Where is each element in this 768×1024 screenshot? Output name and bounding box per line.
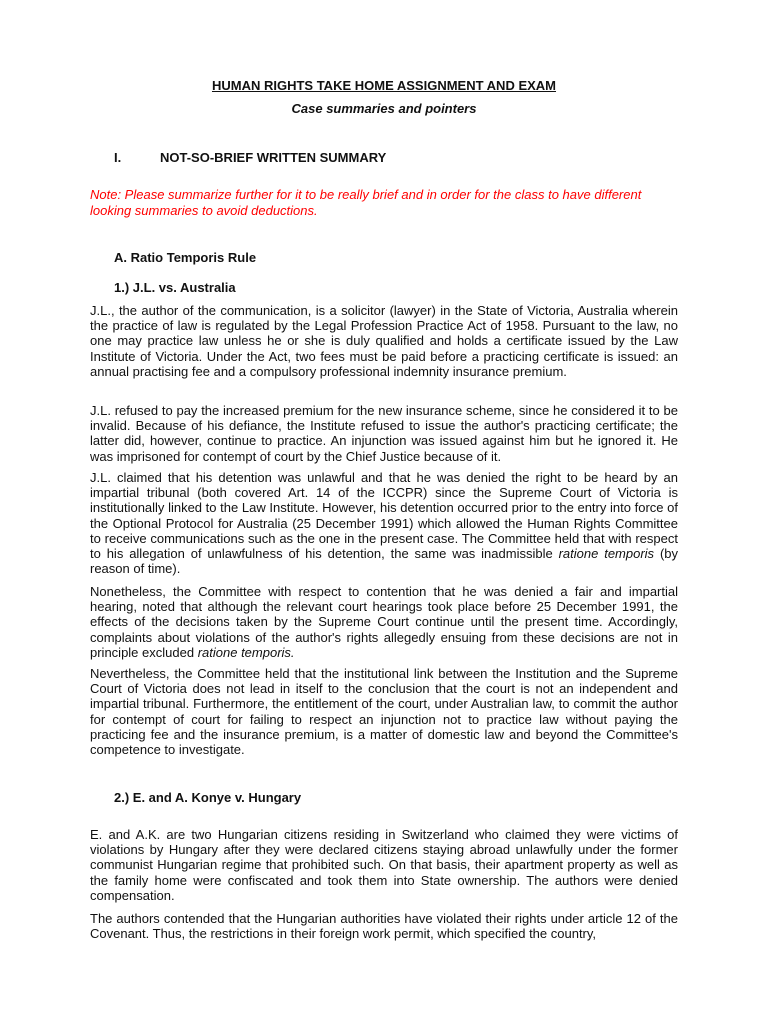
case-2-heading: 2.) E. and A. Konye v. Hungary — [114, 790, 302, 805]
case-1-paragraph-2: J.L. refused to pay the increased premium for the new insurance scheme, since he considered it to be invalid. Because of his defiance, the Institute refused to issue the author's practicing certificate; the latter did, however, continue to practice. An injunction was issued against him but he ignored it. He was imprisoned for contempt of court by the Chief Justice because of it. — [90, 403, 678, 464]
paragraph-text: J.L. claimed that his detention was unlawful and that he was denied the right to be heard by an impartial tribunal (both covered Art. 14 of the ICCPR) since the Supreme Court of Victoria is institutionally linked to the Law Institute. However, his detention occurred prior to the entry into force of the Optional Protocol for Australia (25 December 1991) which allowed the Human Rights Committee to receive communications such as the one in the present case. The Committee held that with respect to his allegation of unlawfulness of his detention, the same was inadmissible — [90, 470, 678, 562]
case-1-paragraph-1: J.L., the author of the communication, is a solicitor (lawyer) in the State of Victoria, Australia wherein the practice of law is regulated by the Legal Profession Practice Act of 1958. Pursuant to the law, no one may practice law unless he or she is duly qualified and holds a certificate issued by the Law Institute of Victoria. Under the Act, two fees must be paid before a practicing certificate is issued: an annual practising fee and a compulsory professional indemnity insurance premium. — [90, 303, 678, 379]
case-1-paragraph-5: Nevertheless, the Committee held that the institutional link between the Institution and the Supreme Court of Victoria does not lead in itself to the conclusion that the court is not an independent and impartial tribunal. Furthermore, the entitlement of the court, under Australian law, to commit the author for contempt of court for failing to respect an injunction not to practice law without paying the practicing fee and the insurance premium, is a matter of domestic law and beyond the Committee's competence to investigate. — [90, 666, 678, 758]
case-1-heading: 1.) J.L. vs. Australia — [114, 280, 236, 295]
document-subtitle: Case summaries and pointers — [291, 101, 477, 116]
case-1-paragraph-3 — [90, 470, 678, 576]
section-title: NOT-SO-BRIEF WRITTEN SUMMARY — [160, 150, 387, 165]
case-2-paragraph-1: E. and A.K. are two Hungarian citizens residing in Switzerland who claimed they were victims of violations by Hungary after they were declared citizens staying abroad unlawfully under the former communist Hungarian regime that prohibited such. On that basis, their apartment property as well as the family home were confiscated and took them into State ownership. The authors were denied compensation. — [90, 827, 678, 903]
document-title: HUMAN RIGHTS TAKE HOME ASSIGNMENT AND EXAM — [211, 78, 557, 93]
case-2-paragraph-2: The authors contended that the Hungarian authorities have violated their rights under article 12 of the Covenant. Thus, the restrictions in their foreign work permit, which specified the country, — [90, 911, 678, 942]
case-1-paragraph-4 — [90, 584, 678, 660]
paragraph-text: Nonetheless, the Committee with respect to contention that he was denied a fair and impartial hearing, noted that although the relevant court hearings took place before 25 December 1991, the effects of the decisions taken by the Supreme Court continue until the present time. Accordingly, complaints about violations of the author's rights allegedly ensuing from these decisions are not in principle excluded — [90, 584, 678, 660]
section-number: I. — [114, 150, 122, 165]
red-note: Note: Please summarize further for it to be really brief and in order for the class to have different looking summaries to avoid deductions. — [90, 187, 642, 218]
latin-term: ratione temporis. — [197, 644, 295, 660]
latin-term: ratione temporis — [558, 546, 655, 562]
paragraph-text: (by reason of time). — [90, 546, 678, 577]
subsection-a-heading: A. Ratio Temporis Rule — [114, 250, 257, 265]
